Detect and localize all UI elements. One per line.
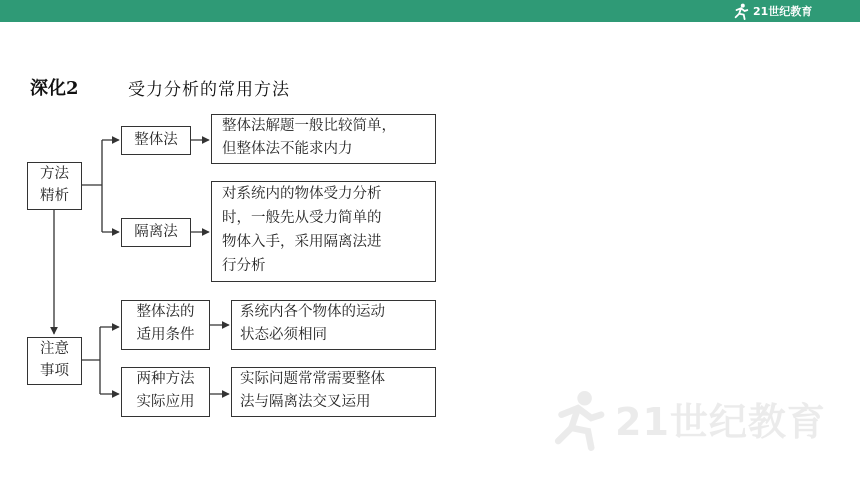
branch-box-condition <box>121 300 210 350</box>
desc-gelifa-line3: 物体入手，采用隔离法进 <box>222 234 382 250</box>
desc-zhengtifa-line1: 整体法解题一般比较简单， <box>222 118 396 134</box>
logo-text: 21世纪教育 <box>753 5 813 18</box>
desc-application-line1: 实际问题常常需要整体 <box>240 371 385 387</box>
desc-zhengtifa-line2: 但整体法不能求内力 <box>222 141 353 157</box>
branch-zhengtifa-label: 整体法 <box>134 132 178 148</box>
branch-application-line2: 实际应用 <box>136 394 195 410</box>
connector-root2 <box>82 327 100 394</box>
root-box-notes <box>27 337 82 385</box>
branch-gelifa-label: 隔离法 <box>134 224 178 240</box>
branch-condition-line1: 整体法的 <box>136 304 195 320</box>
desc-gelifa-line2: 时，一般先从受力简单的 <box>222 210 382 226</box>
desc-box-application <box>231 367 436 417</box>
branch-box-zhengtifa <box>121 126 191 155</box>
root-notes-line1: 注意 <box>40 341 69 357</box>
branch-box-gelifa <box>121 218 191 247</box>
branch-condition-line2: 适用条件 <box>136 327 195 343</box>
desc-box-gelifa <box>211 181 436 282</box>
desc-application-line2: 法与隔离法交叉运用 <box>240 394 371 410</box>
desc-box-zhengtifa <box>211 114 436 164</box>
root-box-method <box>27 162 82 210</box>
section-subtitle: 受力分析的常用方法 <box>128 80 290 100</box>
branch-box-application <box>121 367 210 417</box>
branch-application-line1: 两种方法 <box>136 371 195 387</box>
section-title: 深化2 <box>30 78 79 99</box>
desc-gelifa-line4: 行分析 <box>222 258 266 274</box>
desc-box-condition <box>231 300 436 350</box>
root-method-line1: 方法 <box>40 166 69 182</box>
desc-gelifa-line1: 对系统内的物体受力分析 <box>222 186 382 202</box>
root-notes-line2: 事项 <box>40 363 69 379</box>
desc-condition-line1: 系统内各个物体的运动 <box>240 304 385 320</box>
connector-root1 <box>82 140 102 232</box>
root-method-line2: 精析 <box>40 188 69 204</box>
watermark-text: 21世纪教育 <box>615 400 826 444</box>
desc-condition-line2: 状态必须相同 <box>240 327 327 343</box>
